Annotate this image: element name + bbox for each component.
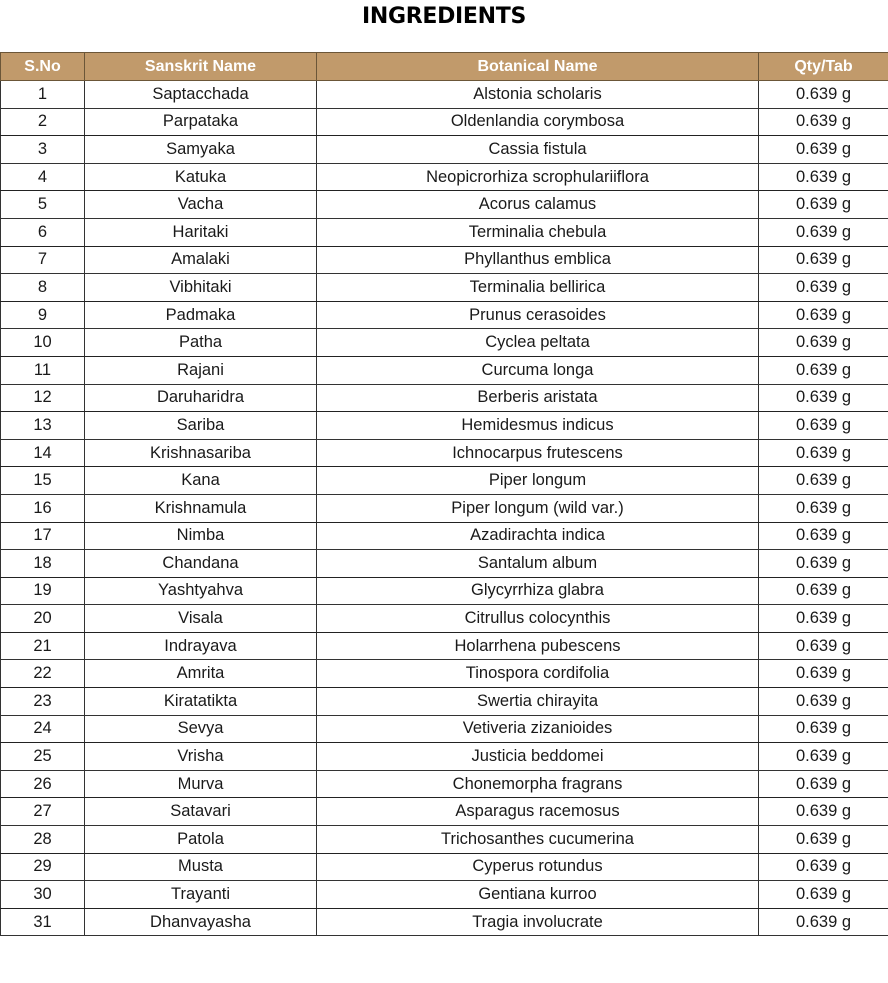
table-row [1, 439, 888, 467]
cell-serial-number: 8 [1, 274, 85, 302]
cell-serial-number: 16 [1, 494, 85, 522]
cell-quantity: 0.639 g [759, 688, 888, 716]
cell-serial-number: 18 [1, 550, 85, 578]
table-header-row [1, 53, 888, 81]
cell-botanical-name: Gentiana kurroo [317, 881, 759, 909]
cell-sanskrit-name: Parpataka [85, 108, 317, 136]
cell-sanskrit-name: Rajani [85, 356, 317, 384]
table-row [1, 522, 888, 550]
cell-sanskrit-name: Kiratatikta [85, 688, 317, 716]
cell-quantity: 0.639 g [759, 163, 888, 191]
cell-botanical-name: Terminalia chebula [317, 218, 759, 246]
cell-quantity: 0.639 g [759, 632, 888, 660]
cell-quantity: 0.639 g [759, 246, 888, 274]
table-body [1, 81, 888, 936]
cell-quantity: 0.639 g [759, 660, 888, 688]
header-quantity-per-tab: Qty/Tab [759, 53, 888, 81]
cell-serial-number: 23 [1, 688, 85, 716]
cell-sanskrit-name: Murva [85, 770, 317, 798]
table-row [1, 81, 888, 109]
cell-botanical-name: Neopicrorhiza scrophulariiflora [317, 163, 759, 191]
cell-botanical-name: Glycyrrhiza glabra [317, 577, 759, 605]
cell-botanical-name: Asparagus racemosus [317, 798, 759, 826]
cell-quantity: 0.639 g [759, 274, 888, 302]
cell-sanskrit-name: Saptacchada [85, 81, 317, 109]
cell-sanskrit-name: Amrita [85, 660, 317, 688]
cell-quantity: 0.639 g [759, 467, 888, 495]
cell-serial-number: 30 [1, 881, 85, 909]
cell-quantity: 0.639 g [759, 798, 888, 826]
cell-sanskrit-name: Sariba [85, 412, 317, 440]
cell-sanskrit-name: Krishnamula [85, 494, 317, 522]
cell-serial-number: 2 [1, 108, 85, 136]
cell-quantity: 0.639 g [759, 715, 888, 743]
cell-serial-number: 19 [1, 577, 85, 605]
cell-sanskrit-name: Visala [85, 605, 317, 633]
cell-quantity: 0.639 g [759, 439, 888, 467]
cell-quantity: 0.639 g [759, 356, 888, 384]
cell-botanical-name: Tragia involucrate [317, 908, 759, 936]
table-row [1, 743, 888, 771]
cell-serial-number: 25 [1, 743, 85, 771]
cell-quantity: 0.639 g [759, 605, 888, 633]
cell-botanical-name: Azadirachta indica [317, 522, 759, 550]
cell-quantity: 0.639 g [759, 329, 888, 357]
cell-sanskrit-name: Padmaka [85, 301, 317, 329]
cell-sanskrit-name: Katuka [85, 163, 317, 191]
cell-botanical-name: Prunus cerasoides [317, 301, 759, 329]
header-botanical-name: Botanical Name [317, 53, 759, 81]
cell-botanical-name: Cyperus rotundus [317, 853, 759, 881]
cell-sanskrit-name: Nimba [85, 522, 317, 550]
cell-quantity: 0.639 g [759, 908, 888, 936]
cell-serial-number: 17 [1, 522, 85, 550]
table-row [1, 853, 888, 881]
cell-serial-number: 28 [1, 826, 85, 854]
cell-sanskrit-name: Vibhitaki [85, 274, 317, 302]
cell-botanical-name: Piper longum [317, 467, 759, 495]
table-row [1, 688, 888, 716]
table-row [1, 356, 888, 384]
table-row [1, 274, 888, 302]
cell-sanskrit-name: Vrisha [85, 743, 317, 771]
table-row [1, 798, 888, 826]
table-row [1, 136, 888, 164]
cell-quantity: 0.639 g [759, 108, 888, 136]
cell-quantity: 0.639 g [759, 881, 888, 909]
cell-quantity: 0.639 g [759, 494, 888, 522]
cell-quantity: 0.639 g [759, 218, 888, 246]
table-row [1, 908, 888, 936]
cell-botanical-name: Tinospora cordifolia [317, 660, 759, 688]
cell-serial-number: 7 [1, 246, 85, 274]
cell-serial-number: 26 [1, 770, 85, 798]
cell-serial-number: 22 [1, 660, 85, 688]
table-row [1, 550, 888, 578]
table-row [1, 218, 888, 246]
cell-sanskrit-name: Daruharidra [85, 384, 317, 412]
cell-sanskrit-name: Dhanvayasha [85, 908, 317, 936]
cell-sanskrit-name: Samyaka [85, 136, 317, 164]
cell-sanskrit-name: Sevya [85, 715, 317, 743]
cell-sanskrit-name: Musta [85, 853, 317, 881]
cell-serial-number: 13 [1, 412, 85, 440]
cell-quantity: 0.639 g [759, 136, 888, 164]
table-row [1, 412, 888, 440]
table-row [1, 715, 888, 743]
cell-botanical-name: Phyllanthus emblica [317, 246, 759, 274]
cell-serial-number: 11 [1, 356, 85, 384]
cell-quantity: 0.639 g [759, 743, 888, 771]
cell-sanskrit-name: Patola [85, 826, 317, 854]
cell-sanskrit-name: Haritaki [85, 218, 317, 246]
cell-botanical-name: Chonemorpha fragrans [317, 770, 759, 798]
cell-sanskrit-name: Yashtyahva [85, 577, 317, 605]
table-row [1, 301, 888, 329]
table-row [1, 770, 888, 798]
cell-serial-number: 5 [1, 191, 85, 219]
cell-botanical-name: Santalum album [317, 550, 759, 578]
cell-botanical-name: Ichnocarpus frutescens [317, 439, 759, 467]
cell-botanical-name: Hemidesmus indicus [317, 412, 759, 440]
table-row [1, 191, 888, 219]
cell-sanskrit-name: Trayanti [85, 881, 317, 909]
cell-quantity: 0.639 g [759, 81, 888, 109]
cell-serial-number: 3 [1, 136, 85, 164]
cell-serial-number: 24 [1, 715, 85, 743]
cell-botanical-name: Swertia chirayita [317, 688, 759, 716]
cell-serial-number: 15 [1, 467, 85, 495]
cell-quantity: 0.639 g [759, 384, 888, 412]
cell-sanskrit-name: Krishnasariba [85, 439, 317, 467]
cell-botanical-name: Curcuma longa [317, 356, 759, 384]
cell-quantity: 0.639 g [759, 577, 888, 605]
cell-botanical-name: Vetiveria zizanioides [317, 715, 759, 743]
table-row [1, 163, 888, 191]
cell-serial-number: 12 [1, 384, 85, 412]
cell-serial-number: 31 [1, 908, 85, 936]
table-row [1, 384, 888, 412]
cell-sanskrit-name: Satavari [85, 798, 317, 826]
table-row [1, 577, 888, 605]
cell-sanskrit-name: Patha [85, 329, 317, 357]
ingredients-table [0, 52, 888, 936]
cell-sanskrit-name: Amalaki [85, 246, 317, 274]
cell-serial-number: 29 [1, 853, 85, 881]
cell-serial-number: 27 [1, 798, 85, 826]
cell-botanical-name: Justicia beddomei [317, 743, 759, 771]
cell-botanical-name: Trichosanthes cucumerina [317, 826, 759, 854]
cell-botanical-name: Cyclea peltata [317, 329, 759, 357]
cell-quantity: 0.639 g [759, 191, 888, 219]
page-title: INGREDIENTS [361, 4, 527, 29]
cell-quantity: 0.639 g [759, 412, 888, 440]
cell-quantity: 0.639 g [759, 550, 888, 578]
table-row [1, 826, 888, 854]
table-row [1, 108, 888, 136]
cell-quantity: 0.639 g [759, 301, 888, 329]
table-row [1, 329, 888, 357]
cell-serial-number: 4 [1, 163, 85, 191]
table-row [1, 660, 888, 688]
cell-quantity: 0.639 g [759, 826, 888, 854]
cell-botanical-name: Terminalia bellirica [317, 274, 759, 302]
header-sanskrit-name: Sanskrit Name [85, 53, 317, 81]
cell-botanical-name: Alstonia scholaris [317, 81, 759, 109]
cell-serial-number: 6 [1, 218, 85, 246]
cell-sanskrit-name: Indrayava [85, 632, 317, 660]
cell-quantity: 0.639 g [759, 853, 888, 881]
cell-quantity: 0.639 g [759, 522, 888, 550]
cell-serial-number: 14 [1, 439, 85, 467]
cell-serial-number: 10 [1, 329, 85, 357]
table-row [1, 467, 888, 495]
table-row [1, 605, 888, 633]
cell-sanskrit-name: Kana [85, 467, 317, 495]
header-serial-number: S.No [1, 53, 85, 81]
cell-botanical-name: Oldenlandia corymbosa [317, 108, 759, 136]
cell-sanskrit-name: Chandana [85, 550, 317, 578]
cell-serial-number: 20 [1, 605, 85, 633]
cell-botanical-name: Cassia fistula [317, 136, 759, 164]
table-row [1, 246, 888, 274]
cell-serial-number: 9 [1, 301, 85, 329]
cell-sanskrit-name: Vacha [85, 191, 317, 219]
cell-botanical-name: Citrullus colocynthis [317, 605, 759, 633]
cell-serial-number: 21 [1, 632, 85, 660]
cell-serial-number: 1 [1, 81, 85, 109]
table-row [1, 881, 888, 909]
cell-botanical-name: Acorus calamus [317, 191, 759, 219]
table-row [1, 632, 888, 660]
cell-quantity: 0.639 g [759, 770, 888, 798]
table-row [1, 494, 888, 522]
cell-botanical-name: Piper longum (wild var.) [317, 494, 759, 522]
cell-botanical-name: Holarrhena pubescens [317, 632, 759, 660]
cell-botanical-name: Berberis aristata [317, 384, 759, 412]
